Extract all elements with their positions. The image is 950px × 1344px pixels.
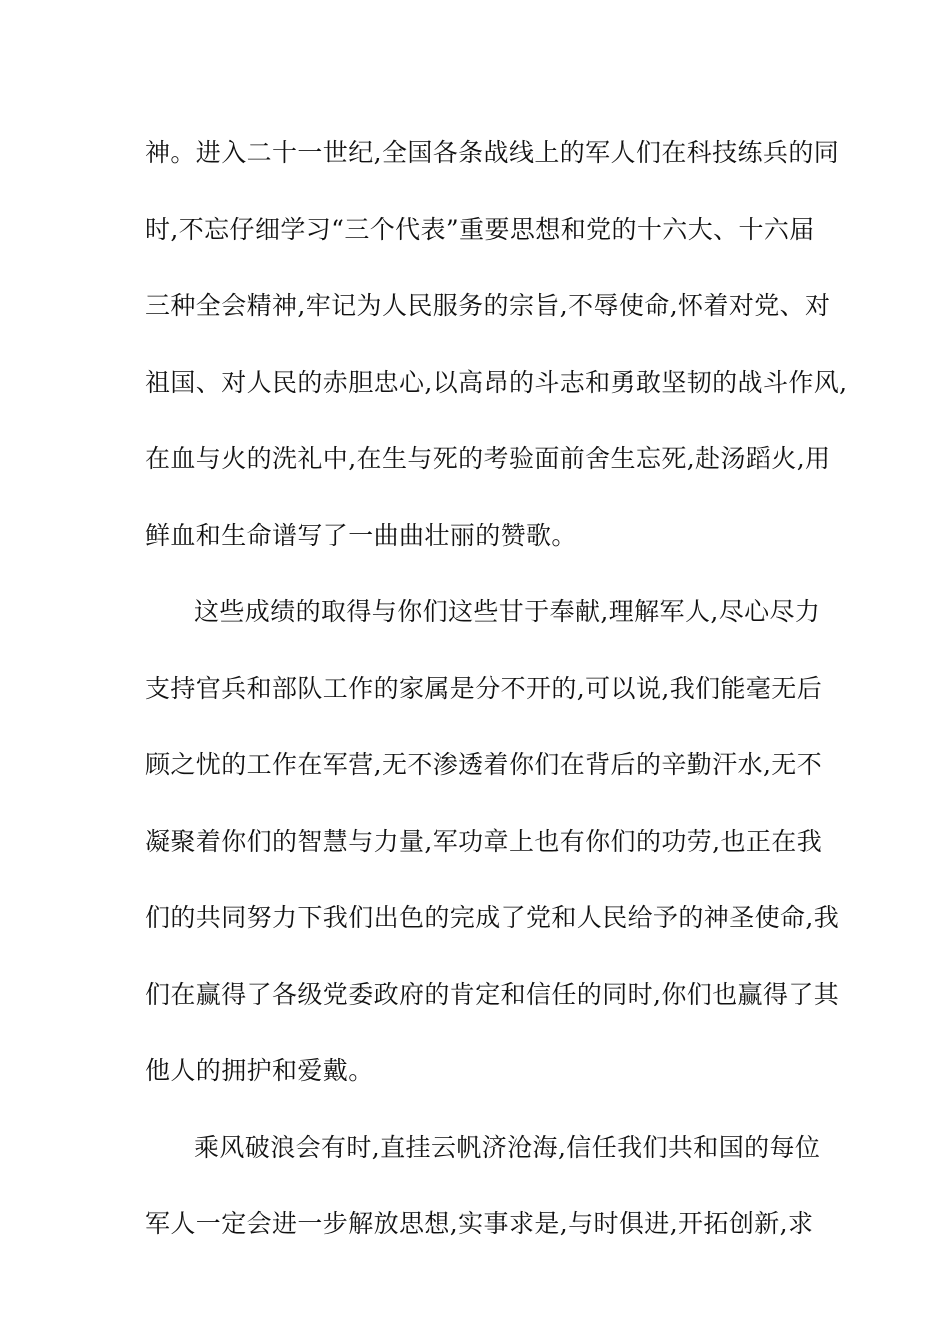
text-line: 军人一定会进一步解放思想,实事求是,与时俱进,开拓创新,求 <box>145 1209 814 1238</box>
text-line: 顾之忧的工作在军营,无不渗透着你们在背后的辛勤汗水,无不 <box>145 750 823 779</box>
text-line: 祖国、对人民的赤胆忠心,以高昂的斗志和勇敢坚韧的战斗作风, <box>145 367 848 397</box>
text-line: 他人的拥护和爱戴。 <box>145 1056 374 1085</box>
text-line: 乘风破浪会有时,直挂云帆济沧海,信任我们共和国的每位 <box>194 1132 821 1162</box>
text-line: 在血与火的洗礼中,在生与死的考验面前舍生忘死,赴汤蹈火,用 <box>145 444 831 473</box>
text-line: 们的共同努力下我们出色的完成了党和人民给予的神圣使命,我 <box>145 903 840 932</box>
text-line: 鲜血和生命谱写了一曲曲壮丽的赞歌。 <box>145 520 577 550</box>
text-line: 时,不忘仔细学习“三个代表”重要思想和党的十六大、十六届 <box>145 214 815 244</box>
paragraph-2 <box>145 588 840 1124</box>
text-line: 三种全会精神,牢记为人民服务的宗旨,不辱使命,怀着对党、对 <box>145 291 831 320</box>
text-line: 们在赢得了各级党委政府的肯定和信任的同时,你们也赢得了其 <box>145 979 840 1009</box>
paragraph-1 <box>145 129 848 588</box>
text-line: 神。进入二十一世纪,全国各条战线上的军人们在科技练兵的同 <box>145 138 840 167</box>
paragraph-3 <box>145 1124 821 1277</box>
text-line: 凝聚着你们的智慧与力量,军功章上也有你们的功劳,也正在我 <box>145 826 823 856</box>
document-body <box>145 129 848 1277</box>
text-line: 支持官兵和部队工作的家属是分不开的,可以说,我们能毫无后 <box>145 673 823 703</box>
text-line: 这些成绩的取得与你们这些甘于奉献,理解军人,尽心尽力 <box>194 597 821 626</box>
